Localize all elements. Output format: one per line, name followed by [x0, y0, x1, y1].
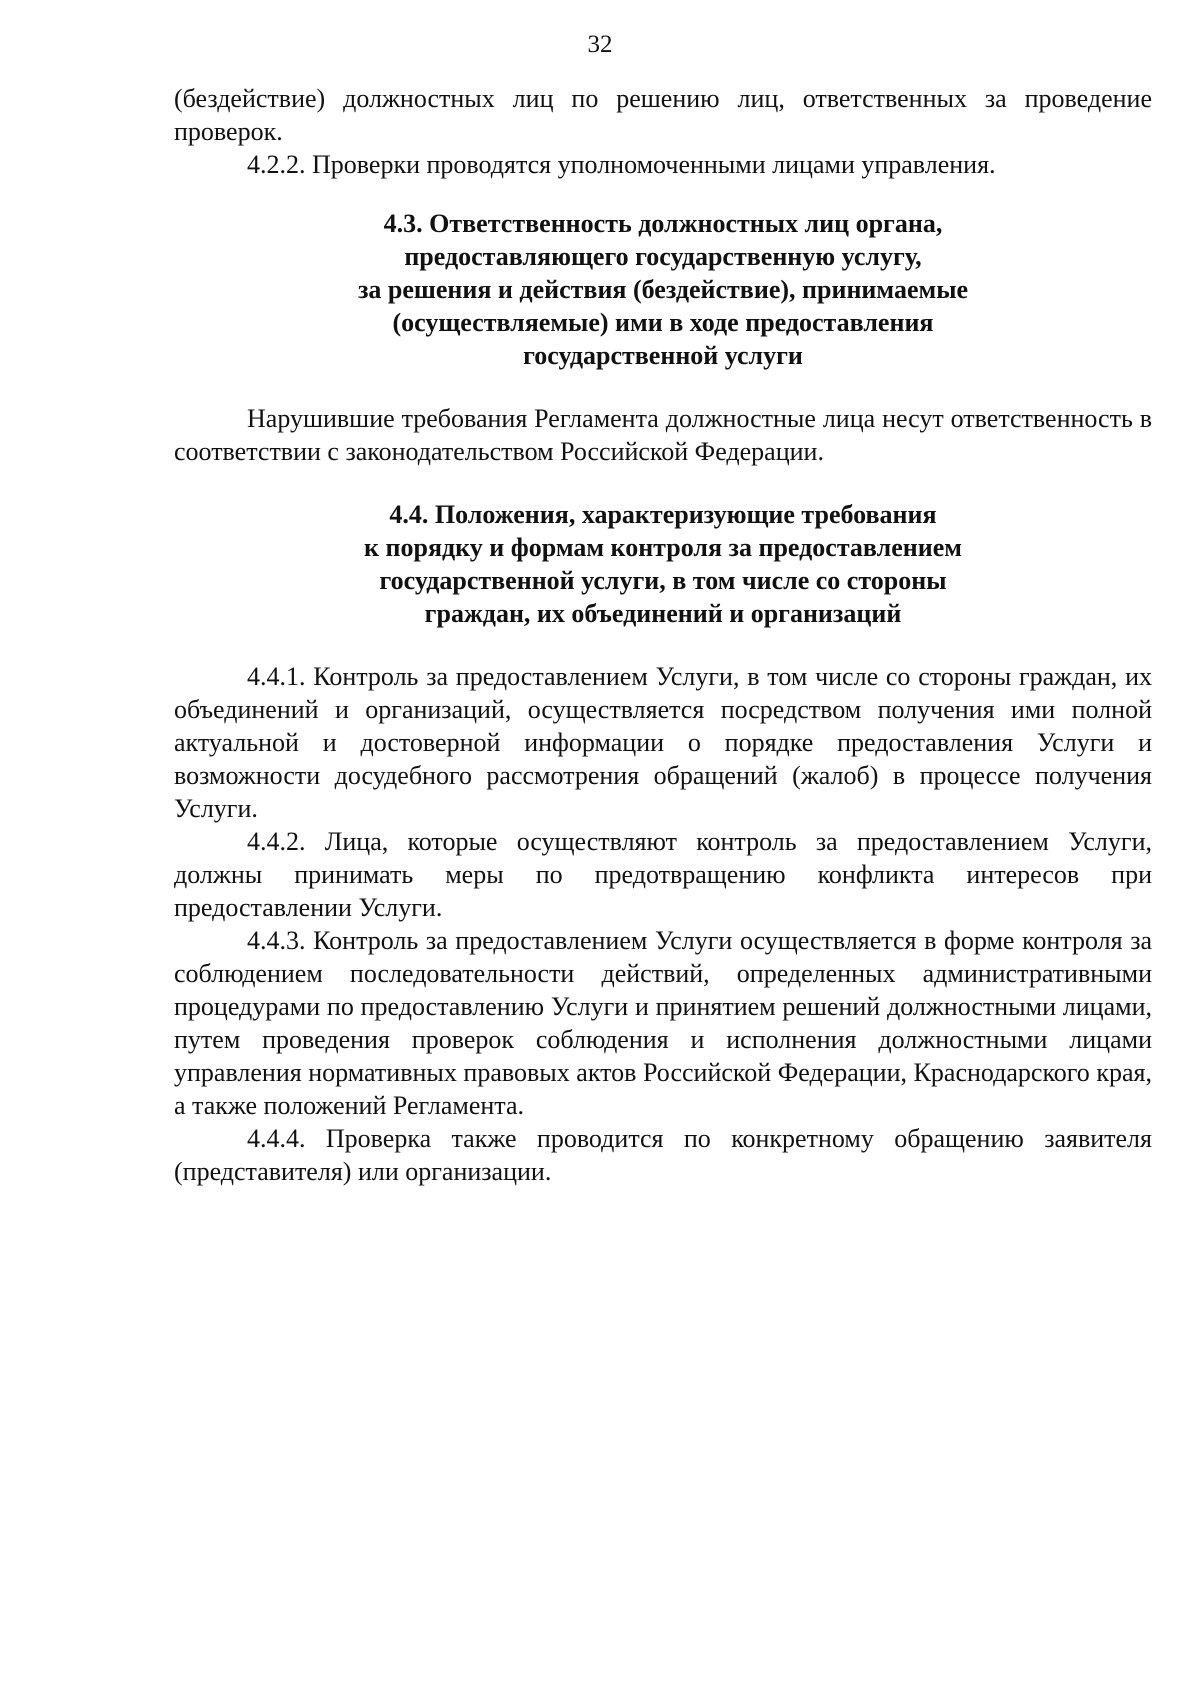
heading-line: государственной услуги [523, 341, 803, 370]
heading-line: государственной услуги, в том числе со стороны [379, 566, 947, 595]
heading-line: (осуществляемые) ими в ходе предоставления [392, 308, 934, 337]
document-body [174, 82, 1152, 1188]
heading-line: граждан, их объединений и организаций [424, 599, 902, 628]
heading-line: за решения и действия (бездействие), принимаемые [357, 275, 969, 304]
paragraph-continuation: (бездействие) должностных лиц по решению лиц, ответственных за проведение проверок. [174, 84, 1152, 146]
paragraph-4-4-2: 4.4.2. Лица, которые осуществляют контроль за предоставлением Услуги, должны принимать меры по предотвращению конфликта интересов при предоставлении Услуги. [174, 827, 1152, 922]
paragraph-4-4-3: 4.4.3. Контроль за предоставлением Услуги осуществляется в форме контроля за соблюдением последовательности действий, определенных административными процедурами по предоставлению Услуги и принятием решений должностными лицами, путем проведения проверок соблюдения и исполнения должностными лицами управления нормативных правовых актов Российской Федерации, Краснодарского края, а также положений Регламента. [174, 926, 1152, 1120]
page-number: 32 [587, 31, 613, 58]
paragraph-4-3: Нарушившие требования Регламента должностные лица несут ответственность в соответствии с законодательством Российской Федерации. [174, 404, 1152, 466]
heading-line: 4.3. Ответственность должностных лиц органа, [383, 209, 943, 238]
section-heading-4-4 [174, 498, 1152, 630]
heading-line: 4.4. Положения, характеризующие требования [389, 500, 937, 529]
paragraph-4-4-1: 4.4.1. Контроль за предоставлением Услуги, в том числе со стороны граждан, их объединений и организаций, осуществляется посредством получения ими полной актуальной и достоверной информации о порядке предоставления Услуги и возможности досудебного рассмотрения обращений (жалоб) в процессе получения Услуги. [174, 662, 1152, 823]
heading-line: предоставляющего государственную услугу, [404, 242, 922, 271]
paragraph-4-4-4: 4.4.4. Проверка также проводится по конкретному обращению заявителя (представителя) или организации. [174, 1124, 1152, 1186]
section-heading-4-3 [174, 207, 1152, 372]
heading-line: к порядку и формам контроля за предоставлением [364, 533, 962, 562]
paragraph-4-2-2: 4.2.2. Проверки проводятся уполномоченными лицами управления. [247, 150, 996, 179]
